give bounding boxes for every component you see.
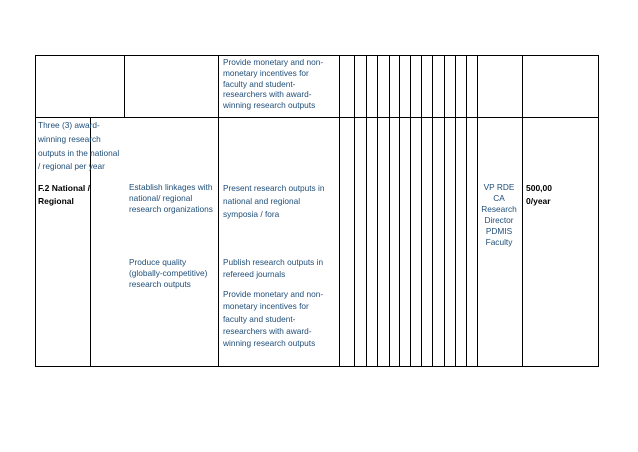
- col-divider: [522, 55, 523, 367]
- strategy-linkages: Establish linkages with national/ regional research organizations: [129, 182, 213, 214]
- activity-publish-journals: Publish research outputs in refereed journals: [223, 257, 324, 279]
- target-award-winning: Three (3) award-winning research outputs in the national / regional per year: [38, 120, 120, 172]
- activity-incentives: Provide monetary and non-monetary incentives for faculty and student-researchers with award-winning research outputs: [223, 289, 324, 349]
- col-divider: [410, 55, 411, 367]
- col-divider: [432, 55, 433, 367]
- col-divider: [366, 55, 367, 367]
- row-divider: [35, 117, 599, 118]
- col-divider: [455, 55, 456, 367]
- table-border-right: [598, 55, 599, 367]
- col-divider: [377, 55, 378, 367]
- table-border-top: [35, 55, 599, 56]
- strategy-quality-outputs: Produce quality (globally-competitive) research outputs: [129, 257, 208, 289]
- col-divider: [354, 55, 355, 367]
- col-divider: [218, 55, 219, 367]
- col-divider: [35, 55, 36, 367]
- col-divider: [477, 55, 478, 367]
- col-divider: [389, 55, 390, 367]
- responsible-persons: VP RDE CA Research Director PDMIS Faculty: [481, 182, 517, 247]
- budget-amount: 500,00 0/year: [526, 183, 552, 206]
- col-divider: [444, 55, 445, 367]
- activity-present-outputs: Present research outputs in national and regional symposia / fora: [223, 183, 325, 219]
- plan-table: [35, 55, 599, 366]
- col-divider: [466, 55, 467, 367]
- col-divider: [421, 55, 422, 367]
- col-divider: [399, 55, 400, 367]
- table-border-bottom: [35, 366, 599, 367]
- col-divider: [339, 55, 340, 367]
- activity-incentives-top: Provide monetary and non-monetary incentives for faculty and student-researchers with award-winning research outputs: [223, 57, 324, 111]
- program-title: F.2 National / Regional: [38, 183, 90, 206]
- col-divider: [124, 55, 125, 117]
